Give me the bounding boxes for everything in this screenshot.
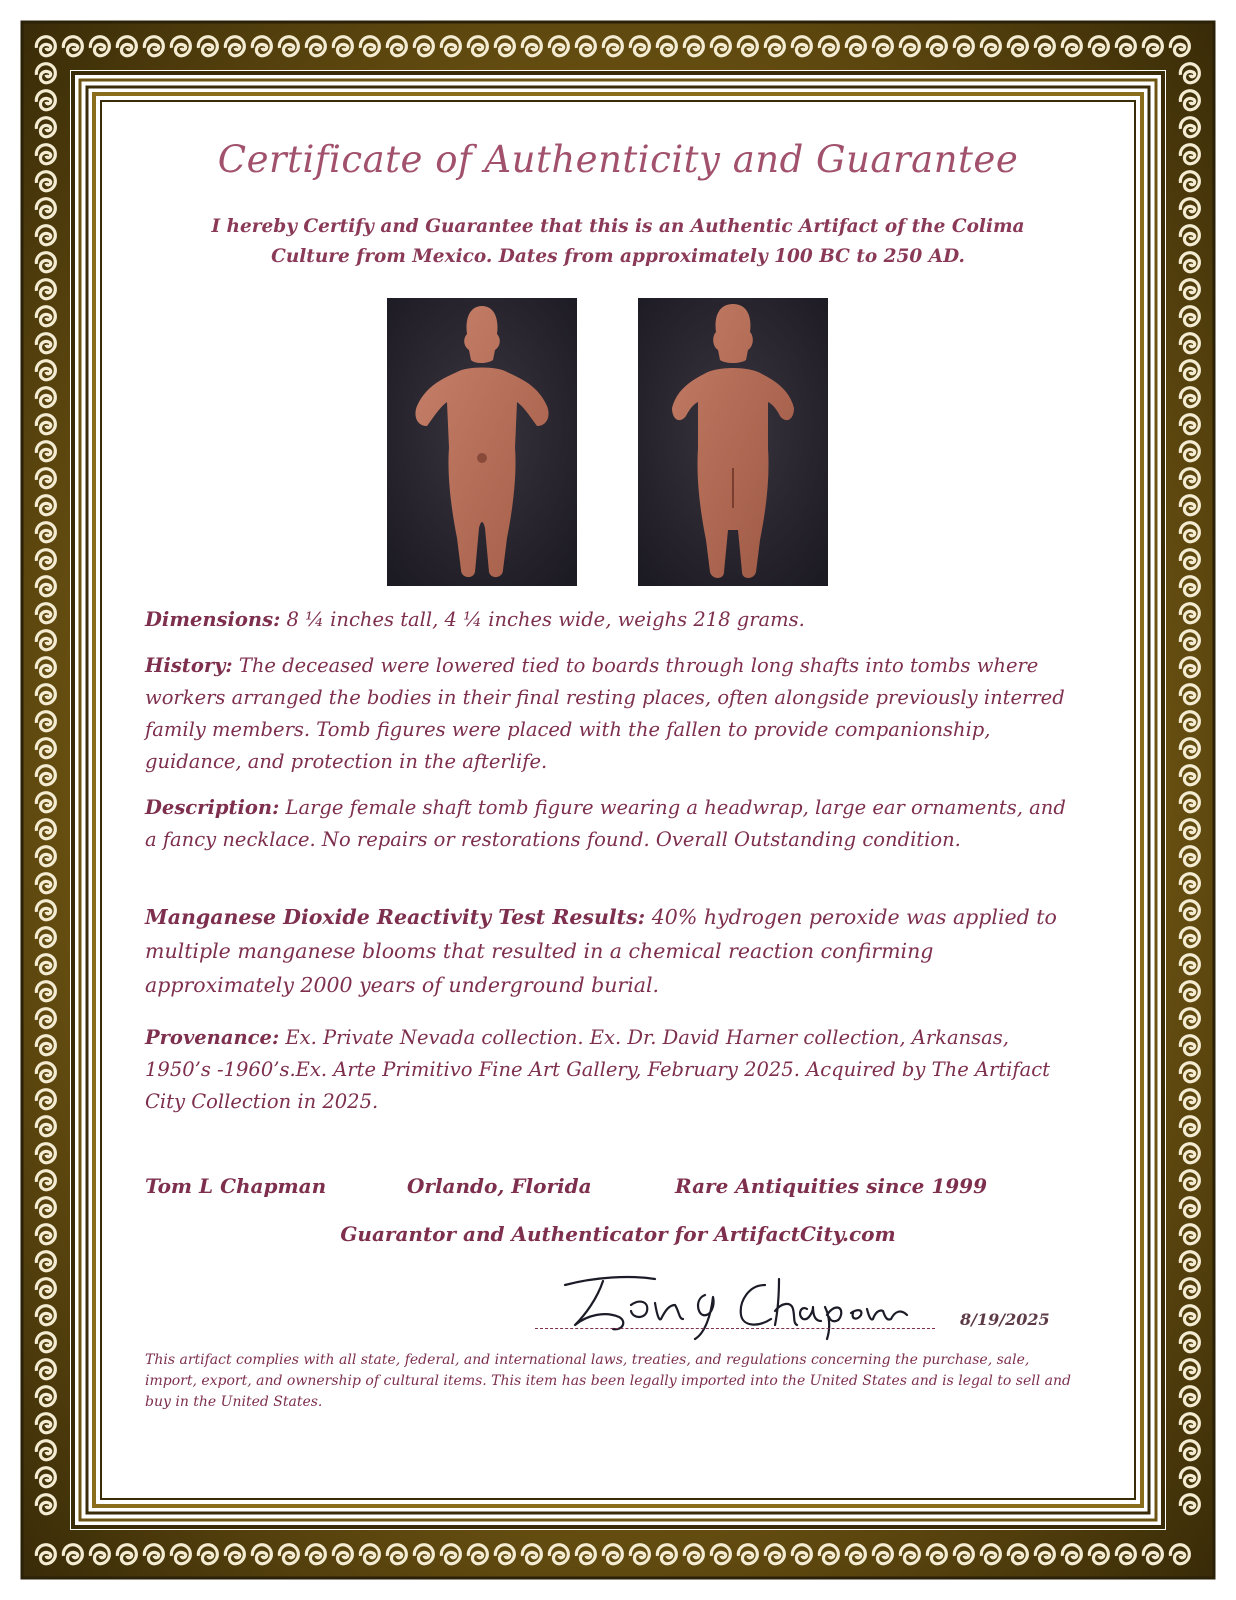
signature-line <box>535 1328 935 1329</box>
signatory-name: Tom L Chapman <box>145 1174 327 1198</box>
certification-statement <box>140 212 1096 272</box>
provenance-text: Ex. Private Nevada collection. Ex. Dr. David Harner collection, Arkansas, 1950’s -1960’s.Ex. Arte Primitivo Fine Art Gallery, February 2025. Acquired by The Artifact City Collection in 2025. <box>145 1026 1051 1113</box>
dimensions-label: Dimensions: <box>145 608 281 631</box>
artifact-photo-back <box>638 298 828 586</box>
history-paragraph <box>145 650 1075 778</box>
female-figure-back-icon <box>638 298 828 586</box>
handwritten-signature <box>535 1255 955 1345</box>
signatory-location: Orlando, Florida <box>407 1174 592 1198</box>
dimensions-text: 8 ¼ inches tall, 4 ¼ inches wide, weighs 218 grams. <box>280 608 805 631</box>
manganese-label: Manganese Dioxide Reactivity Test Results: <box>145 905 646 929</box>
provenance-paragraph <box>145 1022 1075 1118</box>
description-paragraph <box>145 792 1075 856</box>
description-text: Large female shaft tomb figure wearing a headwrap, large ear ornaments, and a fancy necklace. No repairs or restorations found. Overall Outstanding condition. <box>145 796 1066 851</box>
legal-notice: This artifact complies with all state, federal, and international laws, treaties, and regulations concerning the purchase, sale, import, export, and ownership of cultural items. This item has been legally imported into the United States and is legal to sell and buy in the United States. <box>145 1352 1071 1410</box>
artifact-photo-front <box>387 298 577 586</box>
signature-date: 8/19/2025 <box>960 1310 1050 1329</box>
manganese-text: 40% hydrogen peroxide was applied to multiple manganese blooms that resulted in a chemical reaction confirming approximately 2000 years of underground burial. <box>145 905 1057 997</box>
intro-line-2: Culture from Mexico. Dates from approximately 100 BC to 250 AD. <box>271 246 965 267</box>
female-figure-front-icon <box>387 298 577 586</box>
provenance-label: Provenance: <box>145 1026 280 1049</box>
history-text: The deceased were lowered tied to boards through long shafts into tombs where workers arranged the bodies in their final resting places, often alongside previously interred family members. Tomb figures were placed with the fallen to provide companionship, guidance, and protection in the afterlife. <box>145 654 1065 773</box>
history-label: History: <box>145 654 233 677</box>
manganese-test-paragraph <box>145 900 1075 1002</box>
certificate-title: Certificate of Authenticity and Guarantee <box>217 138 1019 181</box>
signatory-tagline: Rare Antiquities since 1999 <box>675 1174 987 1198</box>
dimensions-paragraph <box>145 604 1075 636</box>
intro-line-1: I hereby Certify and Guarantee that this is an Authentic Artifact of the Colima <box>211 216 1025 237</box>
guarantor-line: Guarantor and Authenticator for ArtifactCity.com <box>340 1222 896 1246</box>
description-label: Description: <box>145 796 280 819</box>
